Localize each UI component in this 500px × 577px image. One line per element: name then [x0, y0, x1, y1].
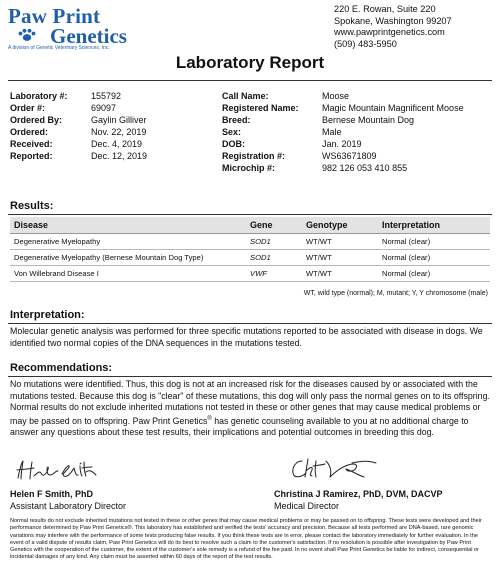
table-row [10, 250, 490, 266]
info-value: WS63671809 [322, 151, 377, 161]
recommendations-divider [8, 376, 492, 377]
genotype-legend: WT, wild type (normal); M, mutant; Y, Y chromosome (male) [303, 290, 488, 297]
info-row [10, 126, 147, 138]
info-value: Male [322, 127, 342, 137]
info-row [222, 150, 464, 162]
dog-info [222, 90, 464, 174]
info-row [222, 162, 464, 174]
column-header: Genotype [302, 217, 378, 234]
gene-cell: SOD1 [246, 250, 302, 266]
company-logo [8, 4, 158, 50]
report-title: Laboratory Report [175, 53, 325, 72]
info-label: Call Name: [222, 91, 269, 101]
info-row [222, 90, 464, 102]
recommendations-text-part2: has genetic counseling available to you at no additional charge to answer any questions about these test results, their implications and potential outcomes in breeding this dog. [10, 415, 469, 438]
info-row [10, 114, 147, 126]
signatory-title: Medical Director [274, 501, 340, 511]
signatory-name: Helen F Smith, PhD [10, 489, 94, 499]
logo-name-line2: Genetics [50, 24, 127, 48]
info-row [222, 102, 464, 114]
info-label: Breed: [222, 115, 251, 125]
info-value: Dec. 4, 2019 [91, 139, 143, 149]
info-label: Ordered By: [10, 115, 63, 125]
info-row [222, 114, 464, 126]
disease-cell: Degenerative Myelopathy [10, 234, 246, 250]
results-divider [8, 214, 492, 215]
interpretation-cell: Normal (clear) [378, 250, 490, 266]
info-row [10, 102, 147, 114]
info-value: Jan. 2019 [322, 139, 362, 149]
results-heading: Results: [10, 200, 54, 212]
table-row [10, 234, 490, 250]
info-value: 982 126 053 410 855 [322, 163, 408, 173]
signatory-name: Christina J Ramirez, PhD, DVM, DACVP [274, 489, 443, 499]
paw-print-icon [12, 28, 42, 42]
info-label: Sex: [222, 127, 242, 137]
interpretation-divider [8, 323, 492, 324]
info-value: Moose [322, 91, 350, 101]
info-label: Laboratory #: [10, 91, 68, 101]
genotype-cell: WT/WT [302, 266, 378, 282]
info-row [10, 150, 147, 162]
website-link[interactable]: www.pawprintgenetics.com [334, 27, 445, 38]
company-address [334, 4, 452, 50]
recommendations-heading: Recommendations: [10, 362, 113, 374]
results-table [10, 217, 490, 282]
info-value: Bernese Mountain Dog [322, 115, 415, 125]
info-row [10, 90, 147, 102]
interpretation-cell: Normal (clear) [378, 234, 490, 250]
recommendations-text-part1: No mutations were identified. Thus, this dog is not at an increased risk for the diseases caused by or associated with the mutations tested. Because this dog is "clear" of these mutations, this dog will only pass the normal genes on to its offspring. Normal results do not exclude inherited mutations not tested in these or other genes that may cause medical problems or may be passed on to offspring. Paw Print Genetics [10, 379, 490, 426]
interpretation-cell: Normal (clear) [378, 266, 490, 282]
gene-cell: VWF [246, 266, 302, 282]
disease-cell: Von Willebrand Disease I [10, 266, 246, 282]
info-label: Order #: [10, 103, 46, 113]
info-row [222, 126, 464, 138]
recommendations-text [10, 379, 492, 439]
info-value: Dec. 12, 2019 [91, 151, 148, 161]
table-row [10, 266, 490, 282]
genotype-cell: WT/WT [302, 250, 378, 266]
info-value: 69097 [91, 103, 117, 113]
column-header: Gene [246, 217, 302, 234]
info-row [10, 138, 147, 150]
genotype-cell: WT/WT [302, 234, 378, 250]
info-value: Gaylin Gilliver [91, 115, 147, 125]
info-label: Reported: [10, 151, 53, 161]
title-divider [8, 80, 492, 81]
signature-helen-smith [14, 458, 104, 484]
info-row [222, 138, 464, 150]
info-label: DOB: [222, 139, 245, 149]
order-info [10, 90, 147, 162]
info-value: Magic Mountain Magnificent Moose [322, 103, 464, 113]
address-line1: 220 E. Rowan, Suite 220 [334, 4, 436, 14]
column-header: Disease [10, 217, 246, 234]
signatory-title: Assistant Laboratory Director [10, 501, 127, 511]
signature-christina-ramirez [290, 455, 385, 485]
info-label: Microchip #: [222, 163, 276, 173]
address-line2: Spokane, Washington 99207 [334, 15, 452, 26]
info-label: Received: [10, 139, 53, 149]
interpretation-text: Molecular genetic analysis was performed for three specific mutations reported to be associated with disease in dogs. We identified two normal copies of the DNA sequences in the mutations tested. [10, 326, 483, 348]
logo-name-line1: Paw Print [8, 4, 101, 28]
info-value: Nov. 22, 2019 [91, 127, 147, 137]
legal-disclaimer: Normal results do not exclude inherited mutations not tested in these or other genes that may cause medical problems or may be passed on to offspring. These tests were developed and their performance determined by Paw Print Genetics®. This laboratory has established and verified the tests' accuracy and precision. Because all tests performed are DNA-based, rare genomic variations may interfere with the performance of some tests producing false results. If you think these tests are in error, please contact the laboratory immediately for further evaluation. In the event of a valid dispute of results claim, Paw Print Genetics will do its best to resolve such a claim to the customer's satisfaction. If no resolution is possible after investigation by Paw Print Genetics with the cooperation of the customer, the extent of the customer's sole remedy is a refund of the fee paid. In no event shall Paw Print Genetics be liable for indirect, consequential or incidental damages of any kind. Any claim must be asserted within 60 days of the report of the test results. [10, 518, 482, 561]
column-header: Interpretation [378, 217, 490, 234]
disease-cell: Degenerative Myelopathy (Bernese Mountain Dog Type) [10, 250, 246, 266]
gene-cell: SOD1 [246, 234, 302, 250]
info-label: Ordered: [10, 127, 49, 137]
registered-mark: ® [207, 415, 212, 422]
logo-tagline: A division of Genetic Veterinary Sciences, Inc. [8, 45, 110, 51]
interpretation-heading: Interpretation: [10, 309, 85, 321]
info-label: Registered Name: [222, 103, 299, 113]
info-label: Registration #: [222, 151, 286, 161]
table-header-row [10, 217, 490, 234]
phone-number: (509) 483-5950 [334, 38, 397, 49]
info-value: 155792 [91, 91, 122, 101]
